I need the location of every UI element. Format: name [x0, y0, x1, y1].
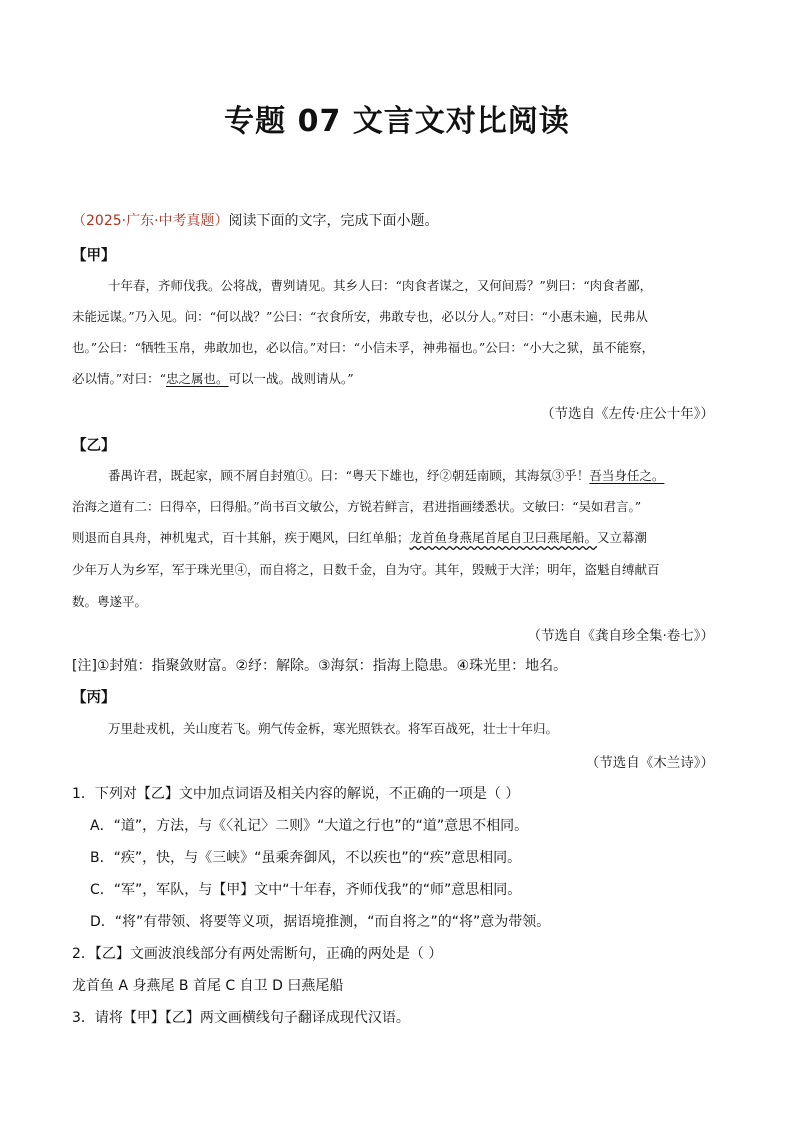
q2-text: 龙首鱼 A 身燕尾 B 首尾 C 自卫 D 曰燕尾船 [72, 978, 344, 994]
jia-underlined-sentence: 忠之属也。 [166, 371, 229, 386]
yi-line: 治海之道有二：曰得卒，曰得船。”尚书百文敏公，方锐若鲜言，君进指画缕悉状。文敏曰：“吴如君言。” [72, 499, 642, 514]
jia-source: （节选自《左传·庄公十年》） [540, 406, 714, 422]
intro-text: 阅读下面的文字，完成下面小题。 [228, 213, 439, 229]
yi-line: 数。粤遂平。 [72, 594, 148, 609]
question-2: 2．【乙】文画波浪线部分有两处需断句，正确的两处是（ ） [72, 946, 443, 962]
intro-line [72, 210, 439, 230]
jia-line: 也。”公曰：“牺牲玉帛，弗敢加也，必以信。”对曰：“小信未孚，神弗福也。”公曰：“小大之狱，虽不能察， [72, 340, 655, 355]
yi-text: 则退而自具舟，神机鬼式，百十其斛，疾于飓风，曰红单船； [72, 530, 410, 545]
yi-wavy-sentence: 龙首鱼身燕尾首尾自卫曰燕尾船。 [409, 530, 598, 545]
yi-line [72, 528, 647, 546]
page-title: 专题 07 文言文对比阅读 [224, 104, 570, 139]
jia-label: 【甲】 [72, 248, 116, 264]
jia-text: 可以一战。战则请从。” [228, 371, 354, 386]
yi-underlined-sentence: 吾当身任之。 [589, 468, 665, 483]
yi-source: （节选自《龚自珍全集·卷七》） [527, 628, 714, 644]
yi-text: 又立幕潮 [597, 530, 648, 545]
q1-option-b: B．“疾”，快，与《三峡》“虽乘奔御风，不以疾也”的“疾”意思相同。 [90, 850, 522, 866]
jia-line: 十年春，齐师伐我。公将战，曹刿请见。其乡人曰：“肉食者谋之，又何间焉？”刿曰：“肉食者鄙， [108, 278, 653, 293]
question-3: 3．请将【甲】【乙】两文画横线句子翻译成现代汉语。 [72, 1010, 410, 1026]
yi-label: 【乙】 [72, 438, 116, 454]
notes: [注]①封殖：指聚敛财富。②纾：解除。③海氛：指海上隐患。④珠光里：地名。 [72, 658, 568, 674]
bing-label: 【丙】 [72, 690, 116, 706]
jia-line [72, 369, 354, 387]
q1-option-c: C．“军”，军队，与【甲】文中“十年春，齐师伐我”的“师”意思相同。 [90, 882, 522, 898]
question-1: 1．下列对【乙】文中加点词语及相关内容的解说，不正确的一项是（ ） [72, 786, 520, 802]
yi-line: 少年万人为乡军，军于珠光里④，而自将之，日数千金，自为守。其年，毁贼于大洋；明年，盗魁自缚献百 [72, 562, 660, 577]
q1-option-d: D．“将”有带领、将要等义项，据语境推测，“而自将之”的“将”意为带领。 [90, 914, 551, 930]
bing-line: 万里赴戎机，关山度若飞。朔气传金柝，寒光照铁衣。将军百战死，壮士十年归。 [108, 721, 559, 736]
yi-line [108, 466, 664, 484]
jia-text: 必以情。”对曰：“ [72, 371, 167, 386]
yi-text: 番禺许君，既起家，顾不屑自封殖①。曰：“粤天下雄也，纾②朝廷南顾，其海氛③乎！ [108, 468, 590, 483]
bing-source: （节选自《木兰诗》） [585, 755, 714, 771]
intro-source: （2025·广东·中考真题） [72, 213, 229, 229]
q1-option-a: A．“道”，方法，与《〈礼记〉二则》“大道之行也”的“道”意思不相同。 [90, 818, 529, 834]
jia-line: 未能远谋。”乃入见。问：“何以战？”公曰：“衣食所安，弗敢专也，必以分人。”对曰：“小惠未遍，民弗从 [72, 309, 648, 324]
